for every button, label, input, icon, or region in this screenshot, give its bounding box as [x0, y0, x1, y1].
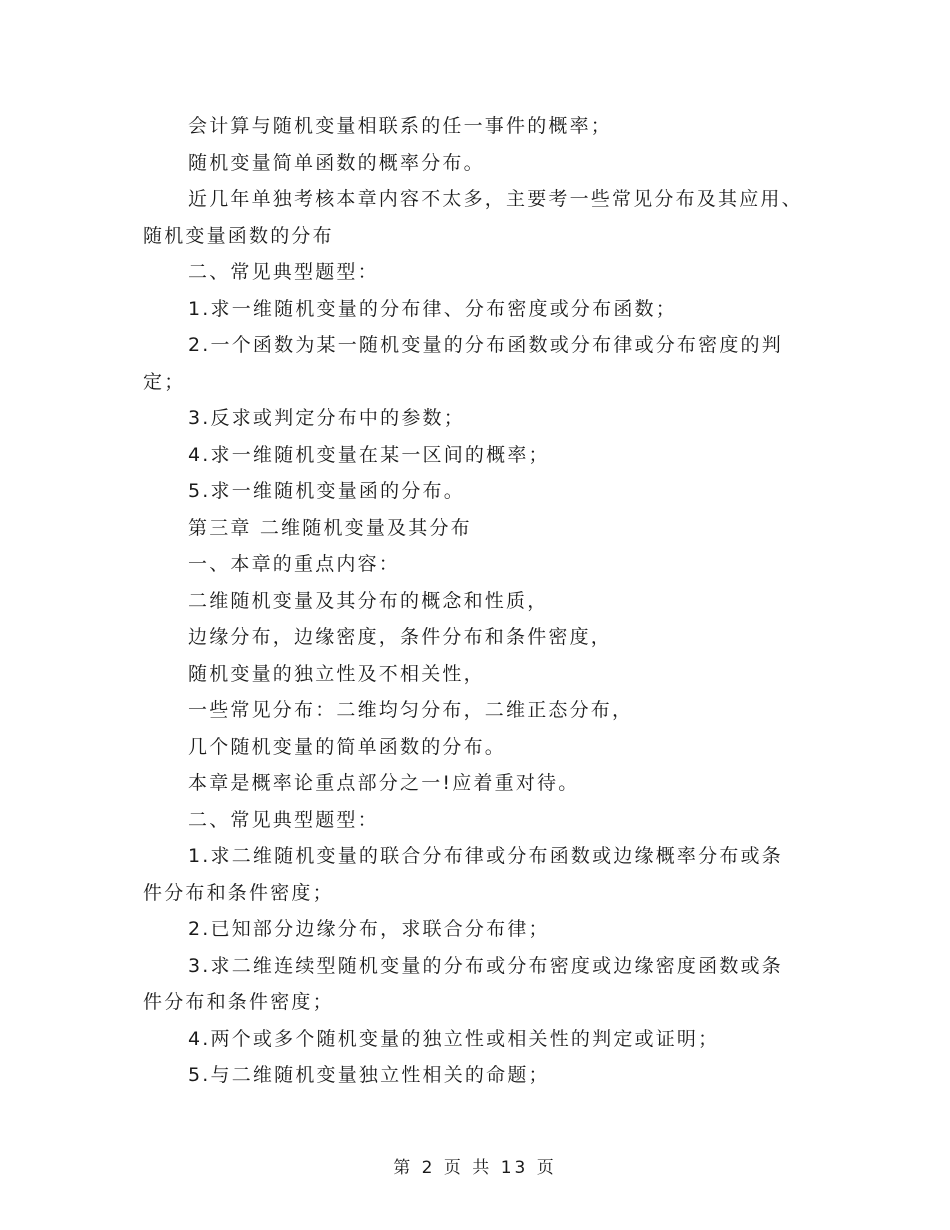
- text-line: 本章是概率论重点部分之一!应着重对待。: [188, 772, 580, 794]
- text-line: 第三章 二维随机变量及其分布: [188, 516, 472, 539]
- text-line: 一、本章的重点内容：: [188, 553, 401, 575]
- text-line: 几个随机变量的简单函数的分布。: [188, 735, 507, 758]
- text-line: 件分布和条件密度；: [143, 991, 334, 1013]
- text-line: 二、常见典型题型：: [188, 261, 379, 283]
- text-line: 4.两个或多个随机变量的独立性或相关性的判定或证明；: [188, 1027, 720, 1050]
- text-line: 一些常见分布：二维均匀分布，二维正态分布，: [188, 699, 634, 721]
- text-line: 4.求一维随机变量在某一区间的概率；: [188, 443, 550, 466]
- text-line: 2.已知部分边缘分布，求联合分布律；: [188, 918, 550, 940]
- page-footer: 第 2 页 共 13 页: [393, 1158, 557, 1178]
- text-line: 件分布和条件密度；: [143, 881, 334, 904]
- text-line: 边缘分布，边缘密度，条件分布和条件密度，: [188, 626, 613, 648]
- text-line: 二维随机变量及其分布的概念和性质，: [188, 589, 549, 612]
- text-line: 二、常见典型题型：: [188, 808, 379, 831]
- document-body: [143, 108, 813, 1094]
- text-line: 会计算与随机变量相联系的任一事件的概率；: [188, 115, 613, 137]
- text-line: 1.求一维随机变量的分布律、分布密度或分布函数；: [188, 297, 677, 320]
- text-line: 5.求一维随机变量函的分布。: [188, 480, 465, 502]
- text-line: 3.反求或判定分布中的参数；: [188, 407, 465, 429]
- text-line: 随机变量的独立性及不相关性，: [188, 662, 485, 685]
- text-line: 定；: [143, 370, 186, 393]
- text-line: 随机变量简单函数的概率分布。: [188, 151, 485, 174]
- text-line: 5.与二维随机变量独立性相关的命题；: [188, 1064, 550, 1086]
- text-line: 随机变量函数的分布: [143, 224, 334, 247]
- text-line: 近几年单独考核本章内容不太多，主要考一些常见分布及其应用、: [188, 188, 803, 210]
- text-line: 1.求二维随机变量的联合分布律或分布函数或边缘概率分布或条: [188, 845, 783, 867]
- text-line: 3.求二维连续型随机变量的分布或分布密度或边缘密度函数或条: [188, 954, 783, 977]
- text-line: 2.一个函数为某一随机变量的分布函数或分布律或分布密度的判: [188, 334, 783, 356]
